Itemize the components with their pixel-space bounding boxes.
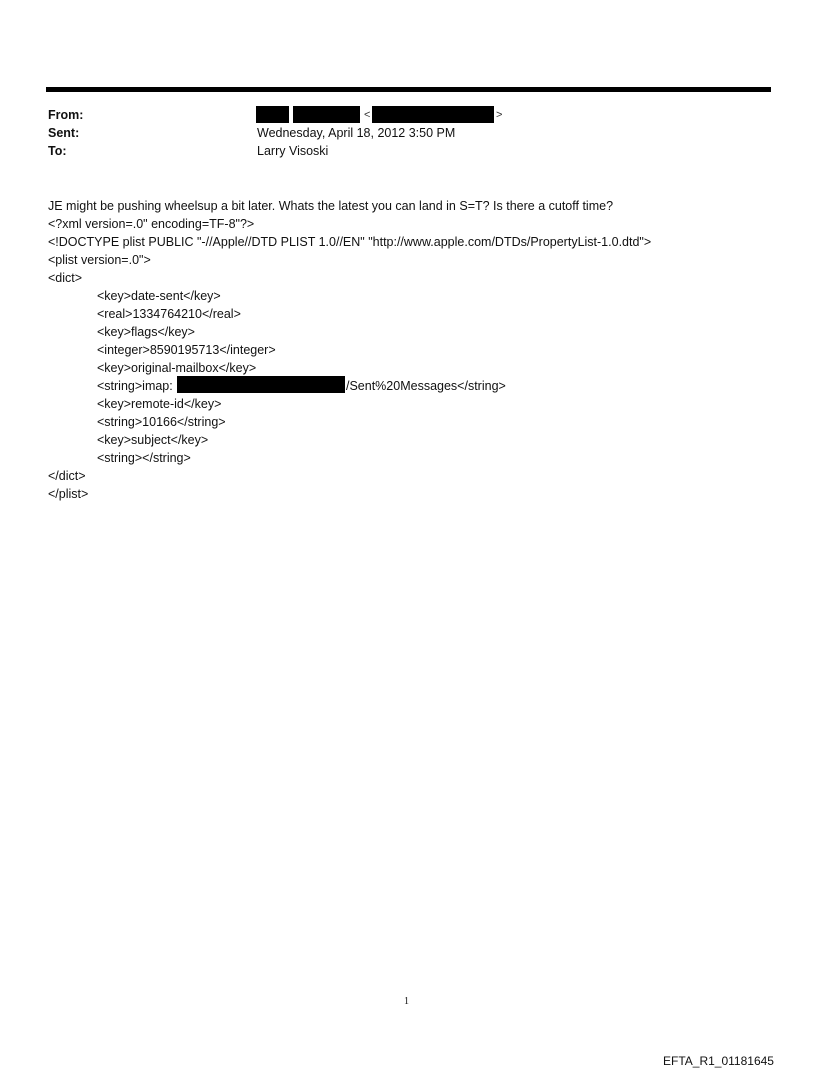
doctype-line: <!DOCTYPE plist PUBLIC "-//Apple//DTD PLIST 1.0//EN" "http://www.apple.com/DTDs/PropertyList-1.0.dtd"> [48,235,652,249]
sent-label: Sent: [48,126,80,140]
dict-line-imap: <string>imap: [97,379,173,393]
dict-line: <key>subject</key> [97,433,209,447]
to-label: To: [48,144,67,158]
plist-open: <plist version=.0"> [48,253,151,267]
dict-line: <key>remote-id</key> [97,397,222,411]
message-text: JE might be pushing wheelsup a bit later. Whats the latest you can land in S=T? Is there a cutoff time? [48,199,614,213]
xml-declaration: <?xml version=.0" encoding=TF-8"?> [48,217,255,231]
imap-suffix: /Sent%20Messages</string> [346,379,506,393]
email-open-bracket: < [364,109,371,121]
dict-open: <dict> [48,271,83,285]
redacted-imap-address [177,376,345,393]
dict-line: <key>flags</key> [97,325,195,339]
dict-line: <key>original-mailbox</key> [97,361,257,375]
redacted-sender-first-name [256,106,289,123]
redacted-sender-email [372,106,494,123]
plist-close: </plist> [48,487,89,501]
from-label: From: [48,108,84,122]
page-number: 1 [404,996,409,1007]
dict-line: <string></string> [97,451,191,465]
dict-line: <real>1334764210</real> [97,307,241,321]
dict-line: <string>10166</string> [97,415,226,429]
sent-value: Wednesday, April 18, 2012 3:50 PM [257,126,456,140]
dict-line: <key>date-sent</key> [97,289,221,303]
dict-close: </dict> [48,469,86,483]
email-close-bracket: > [496,109,503,121]
to-value: Larry Visoski [257,144,329,158]
dict-line: <integer>8590195713</integer> [97,343,276,357]
bates-number: EFTA_R1_01181645 [663,1054,774,1068]
redacted-sender-last-name [293,106,360,123]
header-rule [46,87,771,92]
